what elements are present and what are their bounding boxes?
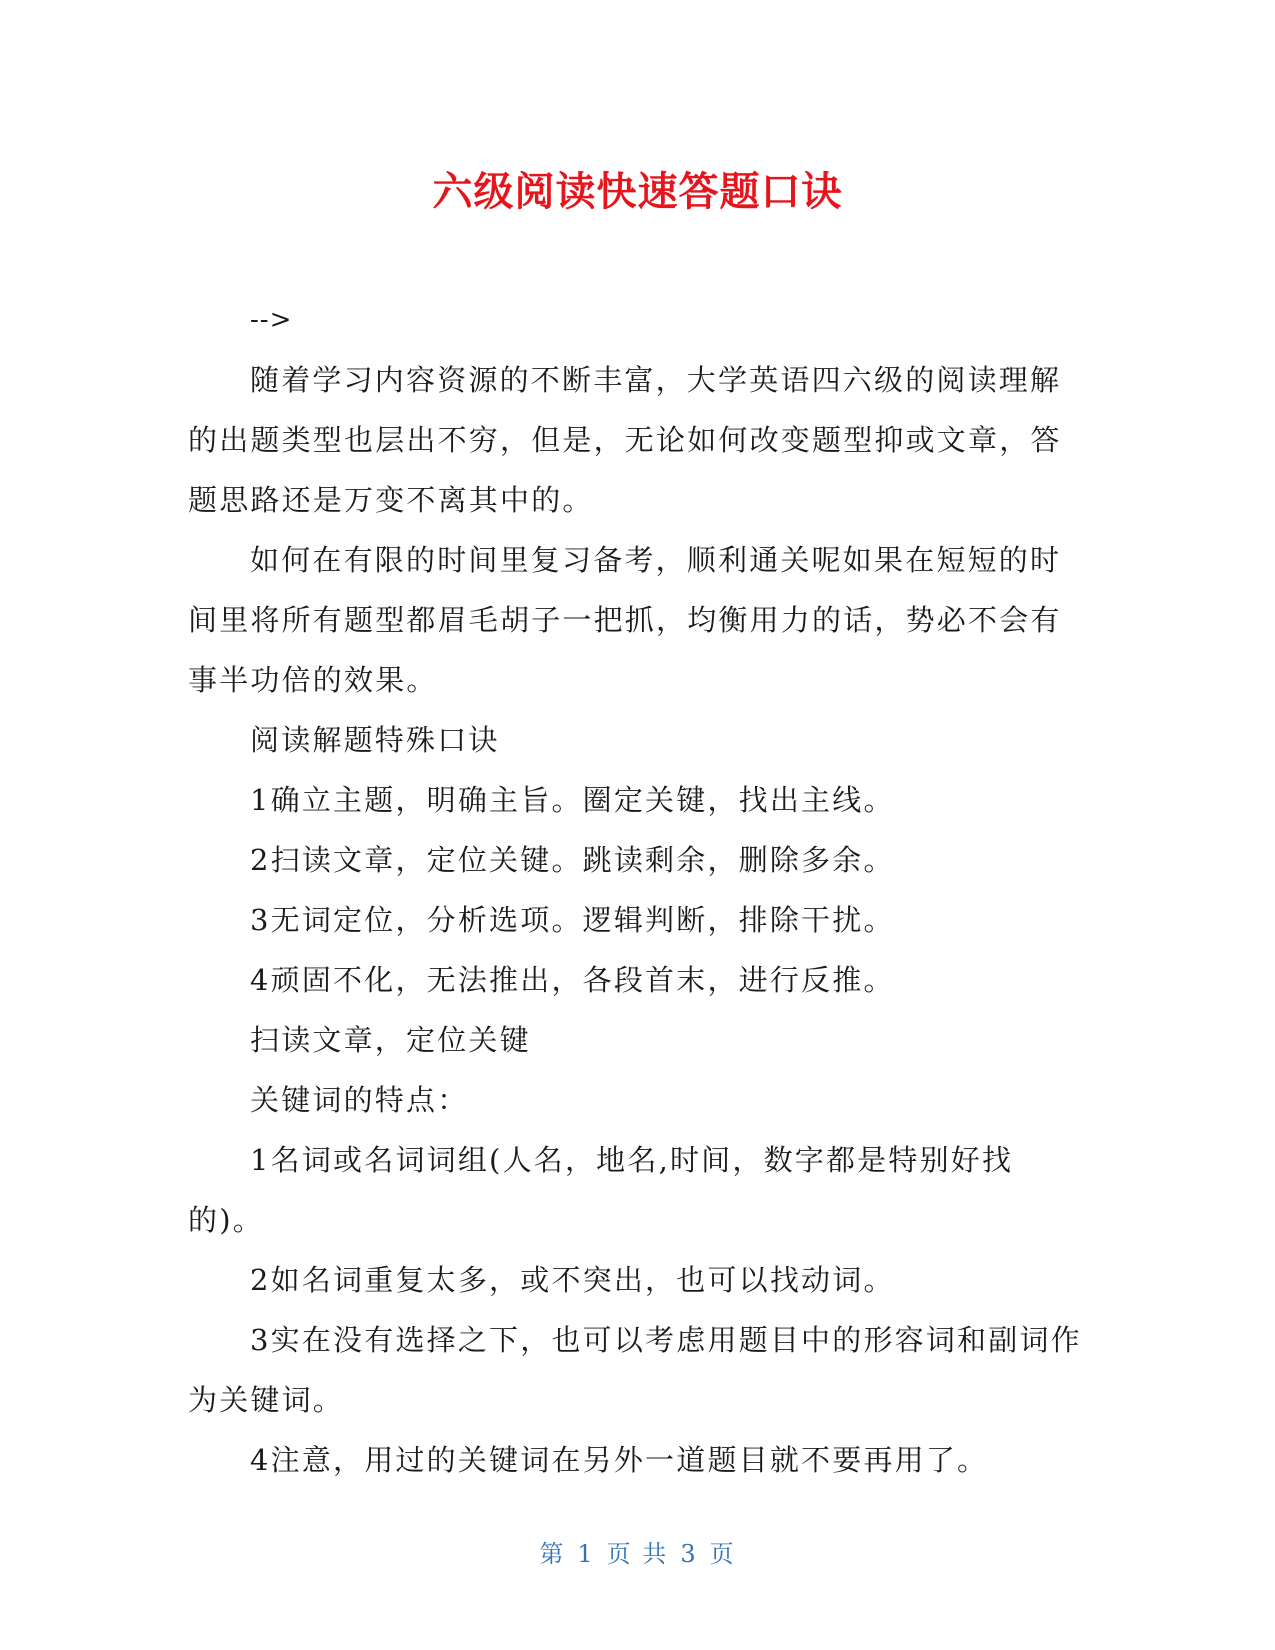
- document-title: 六级阅读快速答题口诀: [432, 169, 843, 215]
- document-body: [188, 290, 1088, 1490]
- footer-prefix: 第: [539, 1540, 566, 1568]
- footer-suffix: 页: [709, 1540, 736, 1568]
- footer-middle: 页 共: [606, 1540, 669, 1568]
- list-item: 2扫读文章，定位关键。跳读剩余，删除多余。: [250, 843, 895, 877]
- section-heading: 关键词的特点：: [250, 1083, 469, 1117]
- page-footer: [0, 1538, 1275, 1570]
- section-heading: 阅读解题特殊口诀: [250, 723, 500, 757]
- list-item: 3实在没有选择之下，也可以考虑用题目中的形容词和副词作为关键词。: [188, 1323, 1082, 1417]
- current-page-number: 1: [577, 1540, 595, 1568]
- arrow-marker: -->: [250, 305, 293, 335]
- list-item: 4注意，用过的关键词在另外一道题目就不要再用了。: [250, 1443, 989, 1477]
- list-item: 1确立主题，明确主旨。圈定关键，找出主线。: [250, 783, 895, 817]
- list-item: 4顽固不化，无法推出，各段首末，进行反推。: [250, 963, 895, 997]
- list-item: 1名词或名词词组(人名，地名,时间，数字都是特别好找的)。: [188, 1143, 1014, 1237]
- list-item: 2如名词重复太多，或不突出，也可以找动词。: [250, 1263, 895, 1297]
- total-pages-number: 3: [680, 1540, 698, 1568]
- list-item: 3无词定位，分析选项。逻辑判断，排除干扰。: [250, 903, 895, 937]
- paragraph: 随着学习内容资源的不断丰富，大学英语四六级的阅读理解的出题类型也层出不穷，但是，无论如何改变题型抑或文章，答题思路还是万变不离其中的。: [188, 363, 1062, 517]
- paragraph: 如何在有限的时间里复习备考，顺利通关呢如果在短短的时间里将所有题型都眉毛胡子一把抓，均衡用力的话，势必不会有事半功倍的效果。: [188, 543, 1062, 697]
- section-heading: 扫读文章，定位关键: [250, 1023, 531, 1057]
